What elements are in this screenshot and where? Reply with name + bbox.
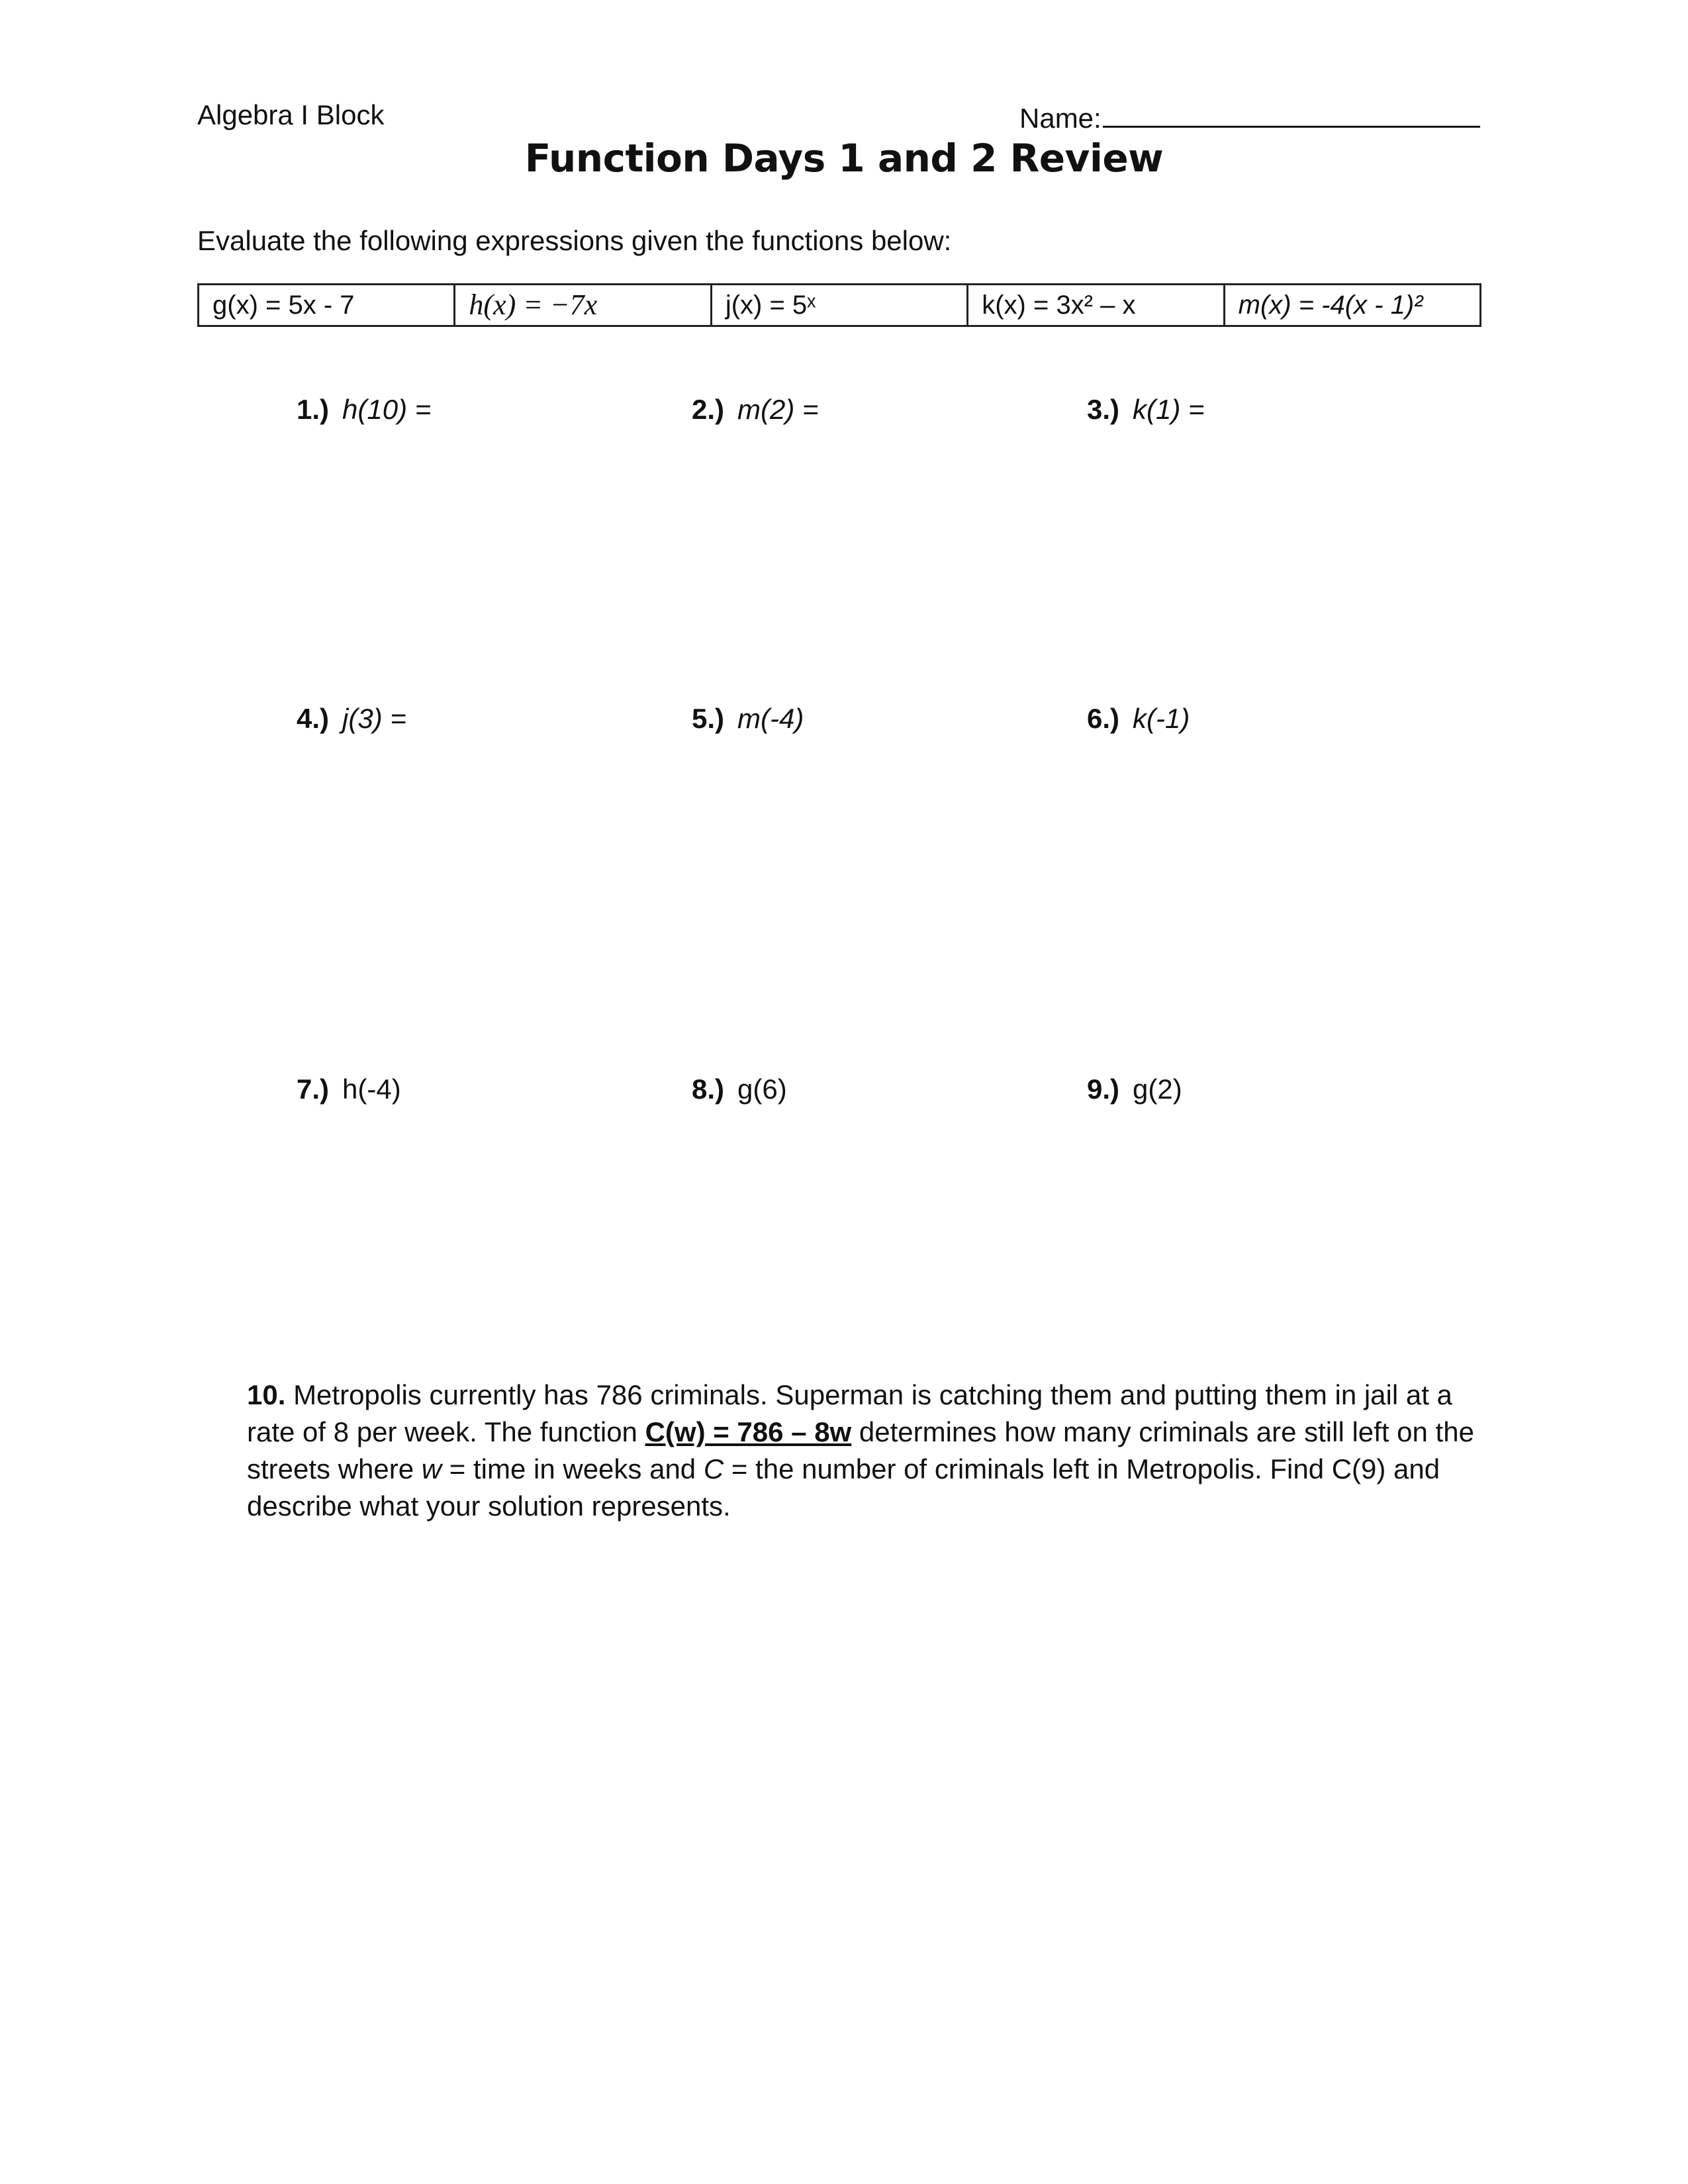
word-problem-text: = time in weeks and [442, 1453, 704, 1484]
word-problem-text: = the number of criminals left in Metropolis. Find C(9) and describe what your solution represents. [247, 1453, 1440, 1522]
problem-8 [692, 1073, 787, 1105]
problem-number: 2.) [692, 394, 725, 425]
page-title: Function Days 1 and 2 Review [524, 136, 1164, 181]
problem-expression: g(2) [1133, 1073, 1182, 1105]
function-k: k(x) = 3x² – x [968, 285, 1225, 325]
problem-expression: h(-4) [342, 1073, 401, 1105]
function-definitions-table [197, 283, 1481, 327]
problem-1 [297, 394, 431, 426]
word-problem-text: determines how many criminals are still left on the streets where [247, 1416, 1474, 1484]
problem-expression: k(-1) [1133, 703, 1190, 734]
word-problem-10 [247, 1377, 1485, 1525]
variable-c: C [703, 1453, 724, 1484]
name-field[interactable] [1019, 99, 1480, 134]
function-m: m(x) = -4(x - 1)² [1238, 291, 1423, 320]
instructions: Evaluate the following expressions given the functions below: [197, 225, 952, 256]
problem-expression: k(1) = [1133, 394, 1205, 425]
problem-3 [1087, 394, 1205, 426]
function-g: g(x) = 5x - 7 [199, 285, 455, 325]
problem-number: 4.) [297, 703, 330, 734]
problem-number: 9.) [1087, 1073, 1120, 1105]
problem-expression: m(-4) [737, 703, 804, 734]
problem-7 [297, 1073, 401, 1105]
problem-2 [692, 394, 819, 426]
problem-number: 7.) [297, 1073, 330, 1105]
problem-expression: h(10) = [342, 394, 432, 425]
word-problem-function: C(w) = 786 – 8w [645, 1416, 852, 1447]
name-label: Name: [1019, 103, 1102, 134]
problem-number: 3.) [1087, 394, 1120, 425]
variable-w: w [421, 1453, 442, 1484]
name-blank-line[interactable] [1103, 99, 1480, 128]
problem-expression: j(3) = [342, 703, 406, 734]
function-j: j(x) = 5ˣ [712, 285, 968, 325]
word-problem-text: Metropolis currently has 786 criminals. Superman is catching them and putting them in jail at a rate of 8 per week. The function [247, 1379, 1452, 1447]
problem-5 [692, 703, 804, 735]
problem-4 [297, 703, 406, 735]
problem-6 [1087, 703, 1190, 735]
problem-9 [1087, 1073, 1182, 1105]
problem-number: 10. [247, 1379, 286, 1410]
function-h: h(x) = −7x [455, 285, 712, 325]
problem-number: 1.) [297, 394, 330, 425]
problem-expression: m(2) = [737, 394, 819, 425]
problem-number: 6.) [1087, 703, 1120, 734]
problem-expression: g(6) [737, 1073, 787, 1105]
problem-number: 5.) [692, 703, 725, 734]
course-label: Algebra I Block [197, 99, 385, 130]
problem-number: 8.) [692, 1073, 725, 1105]
